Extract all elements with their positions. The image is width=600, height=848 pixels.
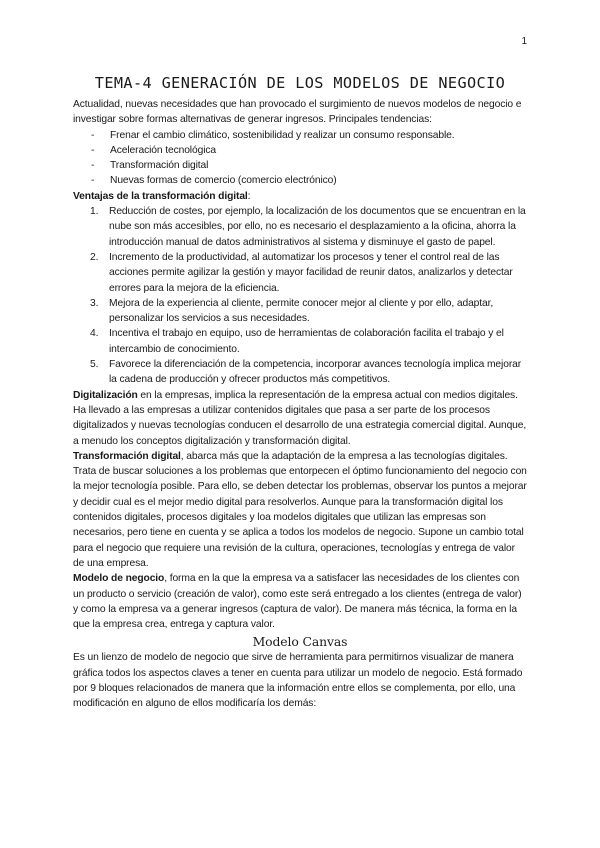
- transformacion-paragraph: [73, 449, 527, 571]
- ventajas-heading-term: Ventajas de la transformación digital: [73, 190, 248, 202]
- list-item: - Frenar el cambio climático, sostenibilidad y realizar un consumo responsable.: [91, 128, 527, 143]
- modelo-term: Modelo de negocio: [73, 573, 165, 585]
- ventajas-list: [73, 204, 527, 388]
- tendencias-list: [73, 128, 527, 189]
- list-item-text: Incentiva el trabajo en equipo, uso de herramientas de colaboración facilita el trabajo y el intercambio de conocimiento.: [109, 328, 504, 355]
- list-number: 3.: [90, 297, 99, 309]
- list-item: [90, 296, 527, 327]
- digitalizacion-text: en la empresas, implica la representación de la empresa actual con medios digitales. Ha llevado a las empresas a utilizar contenidos digitales que pasa a ser parte de los procesos digitalizados y nuevas tecnologías conducen el desarrollo de una estrategia comercial digital. Aunque, a menudo los conceptos digitalización y transformación digital.: [73, 389, 527, 447]
- ventajas-heading: [73, 189, 527, 204]
- page-title: TEMA-4 GENERACIÓN DE LOS MODELOS DE NEGOCIO: [94, 74, 506, 92]
- list-number: 2.: [90, 251, 99, 263]
- transformacion-term: Transformación digital: [73, 450, 181, 462]
- list-item-text: Incremento de la productividad, al automatizar los procesos y tener el control real de las acciones permite agilizar la gestión y mayor facilidad de reunir datos, analizarlos y detectar errores para la mejora de la eficiencia.: [109, 251, 513, 294]
- transformacion-text: , abarca más que la adaptación de la empresa a las tecnologías digitales. Trata de buscar soluciones a los problemas que entorpecen el óptimo funcionamiento del negocio con la mejor tecnología posible. Para ello, se deben detectar los problemas, observar los puntos a mejorar y decidir cual es el mejor medio digital para resolverlos. Aunque para la transformación digital los contenidos digitales, procesos digitales y loa modelos digitales que utilizan las empresas son necesarios, pero tiene en cuenta y se aplica a todos los modelos de negocio. Supone un cambio total para el negocio que requiere una revisión de la cultura, operaciones, tecnologías y entrega de valor de una empresa.: [73, 450, 527, 569]
- intro-paragraph: Actualidad, nuevas necesidades que han provocado el surgimiento de nuevos modelos de negocio e investigar sobre formas alternativas de generar ingresos. Principales tendencias:: [73, 99, 522, 126]
- modelo-paragraph: [73, 571, 527, 632]
- list-item-text: Favorece la diferenciación de la competencia, incorporar avances tecnología implica mejorar la cadena de producción y ofrecer productos más competitivos.: [109, 359, 522, 386]
- list-item: - Aceleración tecnológica: [91, 143, 527, 158]
- ventajas-heading-colon: :: [247, 190, 251, 202]
- list-item: [90, 326, 527, 357]
- list-item: - Nuevas formas de comercio (comercio electrónico): [91, 173, 527, 188]
- list-item: [90, 204, 527, 250]
- modelo-text: , forma en la que la empresa va a satisfacer las necesidades de los clientes con un producto o servicio (creación de valor), como este será entregado a los clientes (entrega de valor) y como la empresa va a generar ingresos (captura de valor). De manera más técnica, la forma en la que la empresa crea, entrega y captura valor.: [73, 573, 522, 631]
- list-number: 4.: [90, 328, 99, 340]
- document-body: [73, 72, 527, 712]
- list-number: 1.: [90, 206, 99, 218]
- digitalizacion-term: Digitalización: [73, 389, 138, 401]
- page-number: 1: [521, 36, 527, 47]
- canvas-paragraph: Es un lienzo de modelo de negocio que sirve de herramienta para permitirnos visualizar de manera gráfica todos los aspectos claves a tener en cuenta para utilizar un modelo de negocio. Está formado por 9 bloques relacionados de manera que la información entre ellos se complementa, por ello, una modificación en alguno de ellos modificaría los demás:: [73, 652, 523, 710]
- list-number: 5.: [90, 359, 99, 371]
- list-item-text: Mejora de la experiencia al cliente, permite conocer mejor al cliente y por ello, adaptar, personalizar los servicios a sus necesidades.: [109, 297, 494, 325]
- list-item: - Transformación digital: [91, 158, 527, 173]
- list-item: [90, 250, 527, 296]
- list-item-text: Reducción de costes, por ejemplo, la localización de los documentos que se encuentran en la nube son más accesibles, por ello, no es necesario el desplazamiento a la oficina, ahorra la introducción manual de datos administrativos al sistema y disminuye el gasto de papel.: [109, 206, 526, 248]
- digitalizacion-paragraph: [73, 388, 527, 449]
- canvas-heading: Modelo Canvas: [252, 634, 348, 650]
- list-item: [90, 357, 527, 388]
